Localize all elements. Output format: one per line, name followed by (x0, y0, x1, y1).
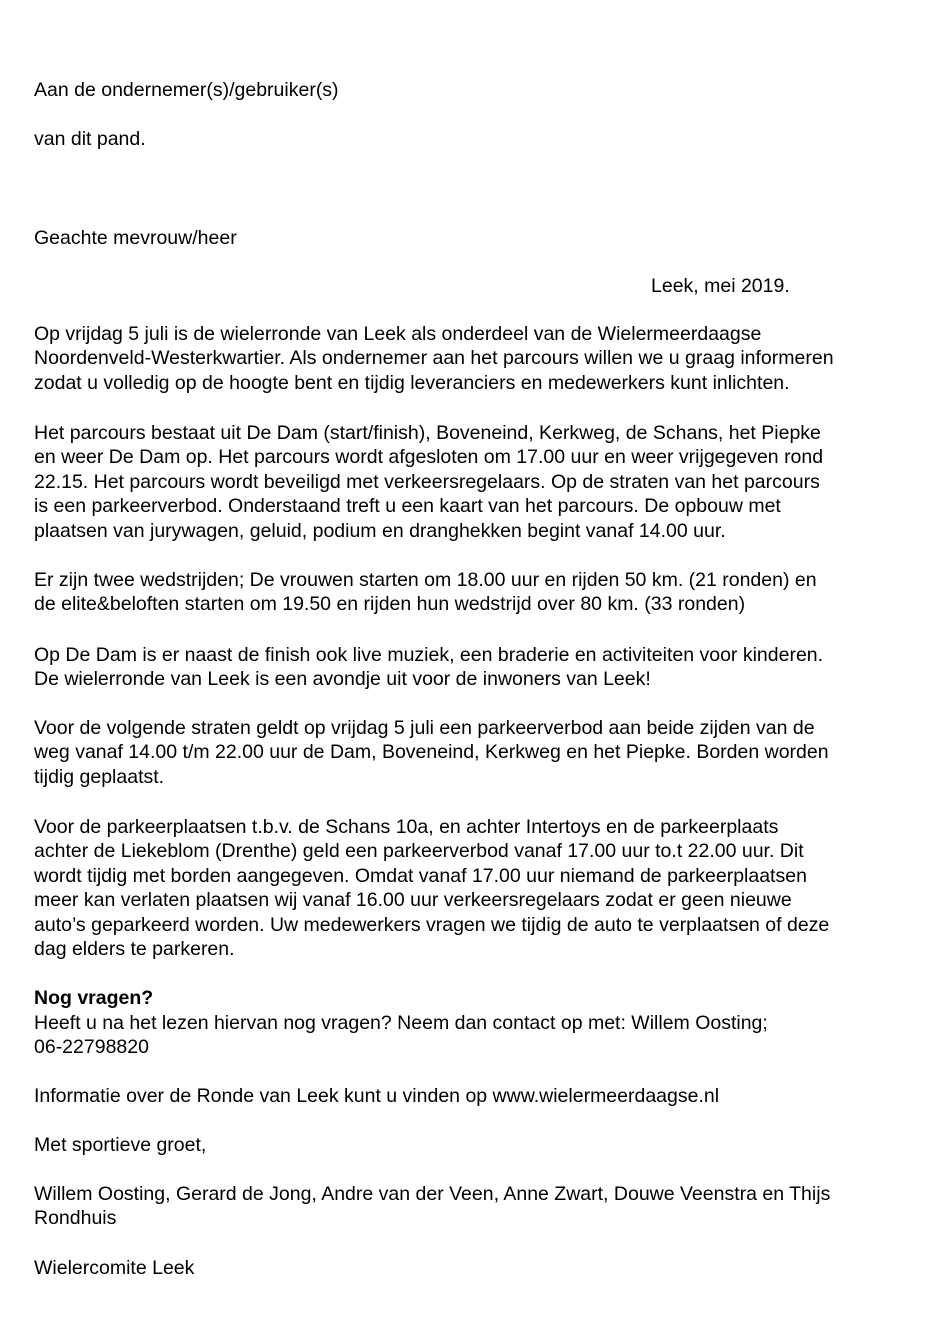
paragraph-parcours: Het parcours bestaat uit De Dam (start/finish), Boveneind, Kerkweg, de Schans, het Piepke en weer De Dam op. Het parcours wordt afgesloten om 17.00 uur en weer vrijgegeven rond 22.15. Het parcours wordt beveiligd met verkeersregelaars. Op de straten van het parcours is een parkeerverbod. Onderstaand treft u een kaart van het parcours. De opbouw met plaatsen van jurywagen, geluid, podium en dranghekken begint vanaf 14.00 uur. (34, 422, 824, 542)
address-line-2: van dit pand. (34, 128, 146, 151)
date-line: Leek, mei 2019. (651, 275, 790, 297)
paragraph-races: Er zijn twee wedstrijden; De vrouwen starten om 18.00 uur en rijden 50 km. (21 ronden) en de elite&beloften starten om 19.50 en rijden hun wedstrijd over 80 km. (33 ronden) (34, 569, 817, 616)
address-line-1: Aan de ondernemer(s)/gebruiker(s) (34, 79, 339, 102)
paragraph-street-parking: Voor de volgende straten geldt op vrijdag 5 juli een parkeerverbod aan beide zijden van de weg vanaf 14.00 t/m 22.00 uur de Dam, Boveneind, Kerkweg en het Piepke. Borden worden tijdig geplaatst. (34, 717, 829, 788)
paragraph-parking-lots: Voor de parkeerplaatsen t.b.v. de Schans 10a, en achter Intertoys en de parkeerplaats achter de Liekeblom (Drenthe) geld een parkeerverbod vanaf 17.00 uur to.t 22.00 uur. Dit wordt tijdig met borden aangegeven. Omdat vanaf 17.00 uur niemand de parkeerplaatsen meer kan verlaten plaatsen wij vanaf 16.00 uur verkeersregelaars zodat er geen nieuwe auto’s geparkeerd worden. Uw medewerkers vragen we tijdig de auto te verplaatsen of deze dag elders te parkeren. (34, 816, 830, 961)
paragraph-intro: Op vrijdag 5 juli is de wielerronde van Leek als onderdeel van de Wielermeerdaagse Noordenveld-Westerkwartier. Als ondernemer aan het parcours willen we u graag informeren zodat u volledig op de hoogte bent en tijdig leveranciers en medewerkers kunt inlichten. (34, 323, 834, 394)
questions-heading: Nog vragen? (34, 987, 154, 1009)
committee-name: Wielercomite Leek (34, 1257, 195, 1279)
questions-body: Heeft u na het lezen hiervan nog vragen? Neem dan contact op met: Willem Oosting; 06-22798820 (34, 1012, 768, 1059)
signers-list: Willem Oosting, Gerard de Jong, Andre van der Veen, Anne Zwart, Douwe Veenstra en Thijs Rondhuis (34, 1183, 831, 1230)
recipient-address (34, 54, 339, 176)
paragraph-activities: Op De Dam is er naast de finish ook live muziek, een braderie en activiteiten voor kinderen. De wielerronde van Leek is een avondje uit voor de inwoners van Leek! (34, 644, 824, 691)
info-line: Informatie over de Ronde van Leek kunt u vinden op www.wielermeerdaagse.nl (34, 1085, 720, 1107)
closing-greeting: Met sportieve groet, (34, 1134, 207, 1156)
salutation: Geachte mevrouw/heer (34, 227, 237, 249)
